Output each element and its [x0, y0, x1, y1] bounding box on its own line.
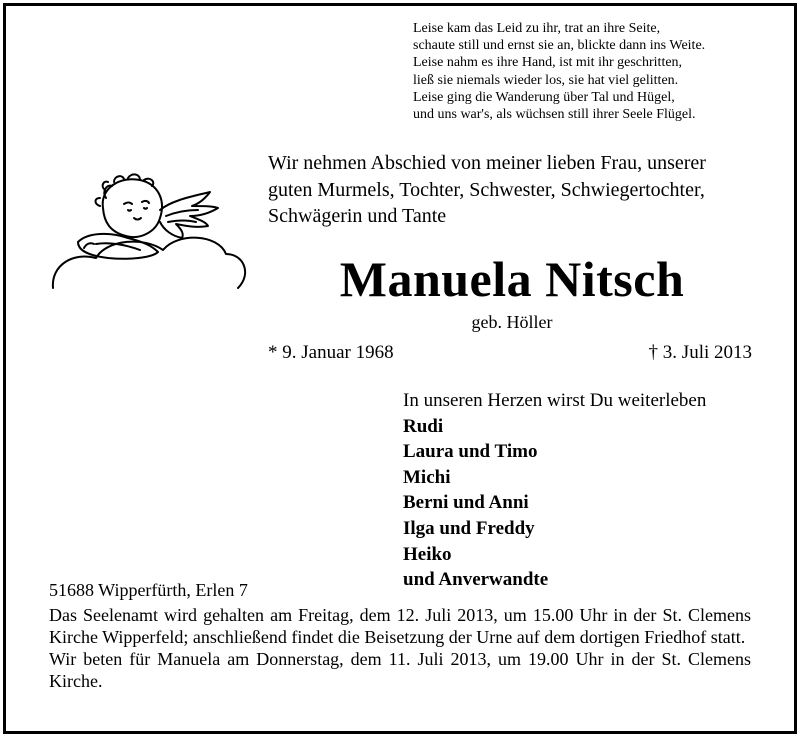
- death-date: † 3. Juli 2013: [648, 342, 752, 363]
- service-notice: [49, 604, 751, 692]
- mourner-name: Heiko: [403, 543, 452, 565]
- service-paragraph: Wir beten für Manuela am Donnerstag, dem 11. Juli 2013, um 19.00 Uhr in der St. Clemens Kirche.: [49, 649, 751, 691]
- farewell-line: guten Murmels, Tochter, Schwester, Schwiegertochter,: [268, 178, 705, 201]
- deceased-name: Manuela Nitsch: [339, 251, 685, 307]
- farewell-line: Wir nehmen Abschied von meiner lieben Frau, unserer: [268, 152, 706, 174]
- family-address: 51688 Wipperfürth, Erlen 7: [49, 580, 248, 600]
- poem-line: und uns war's, als wüchsen still ihrer Seele Flügel.: [413, 107, 696, 123]
- angel-icon: [48, 170, 248, 300]
- mourner-name: Laura und Timo: [403, 441, 538, 463]
- mourner-name: und Anverwandte: [403, 569, 549, 591]
- poem-line: ließ sie niemals wieder los, sie hat viel gelitten.: [413, 72, 679, 88]
- poem-line: Leise ging die Wanderung über Tal und Hügel,: [413, 89, 675, 105]
- poem: [413, 20, 705, 123]
- service-paragraph: Das Seelenamt wird gehalten am Freitag, dem 12. Juli 2013, um 15.00 Uhr in der St. Clemens Kirche Wipperfeld; anschließend findet die Beisetzung der Urne auf dem dortigen Friedhof statt.: [49, 605, 751, 647]
- poem-line: Leise nahm es ihre Hand, ist mit ihr geschritten,: [413, 55, 683, 71]
- mourner-name: Berni und Anni: [403, 492, 529, 514]
- poem-line: Leise kam das Leid zu ihr, trat an ihre Seite,: [413, 21, 661, 36]
- poem-line: schaute still und ernst sie an, blickte dann ins Weite.: [413, 38, 706, 54]
- farewell-line: Schwägerin und Tante: [268, 205, 447, 227]
- farewell-text: [268, 150, 706, 230]
- mourner-name: Rudi: [403, 415, 444, 437]
- mourner-name: Michi: [403, 466, 451, 488]
- mourner-name: Ilga und Freddy: [403, 517, 535, 539]
- mourners-heading: In unseren Herzen wirst Du weiterleben: [403, 390, 707, 411]
- maiden-name: geb. Höller: [471, 312, 553, 332]
- birth-date: * 9. Januar 1968: [268, 342, 394, 363]
- mourners-list: [403, 388, 706, 593]
